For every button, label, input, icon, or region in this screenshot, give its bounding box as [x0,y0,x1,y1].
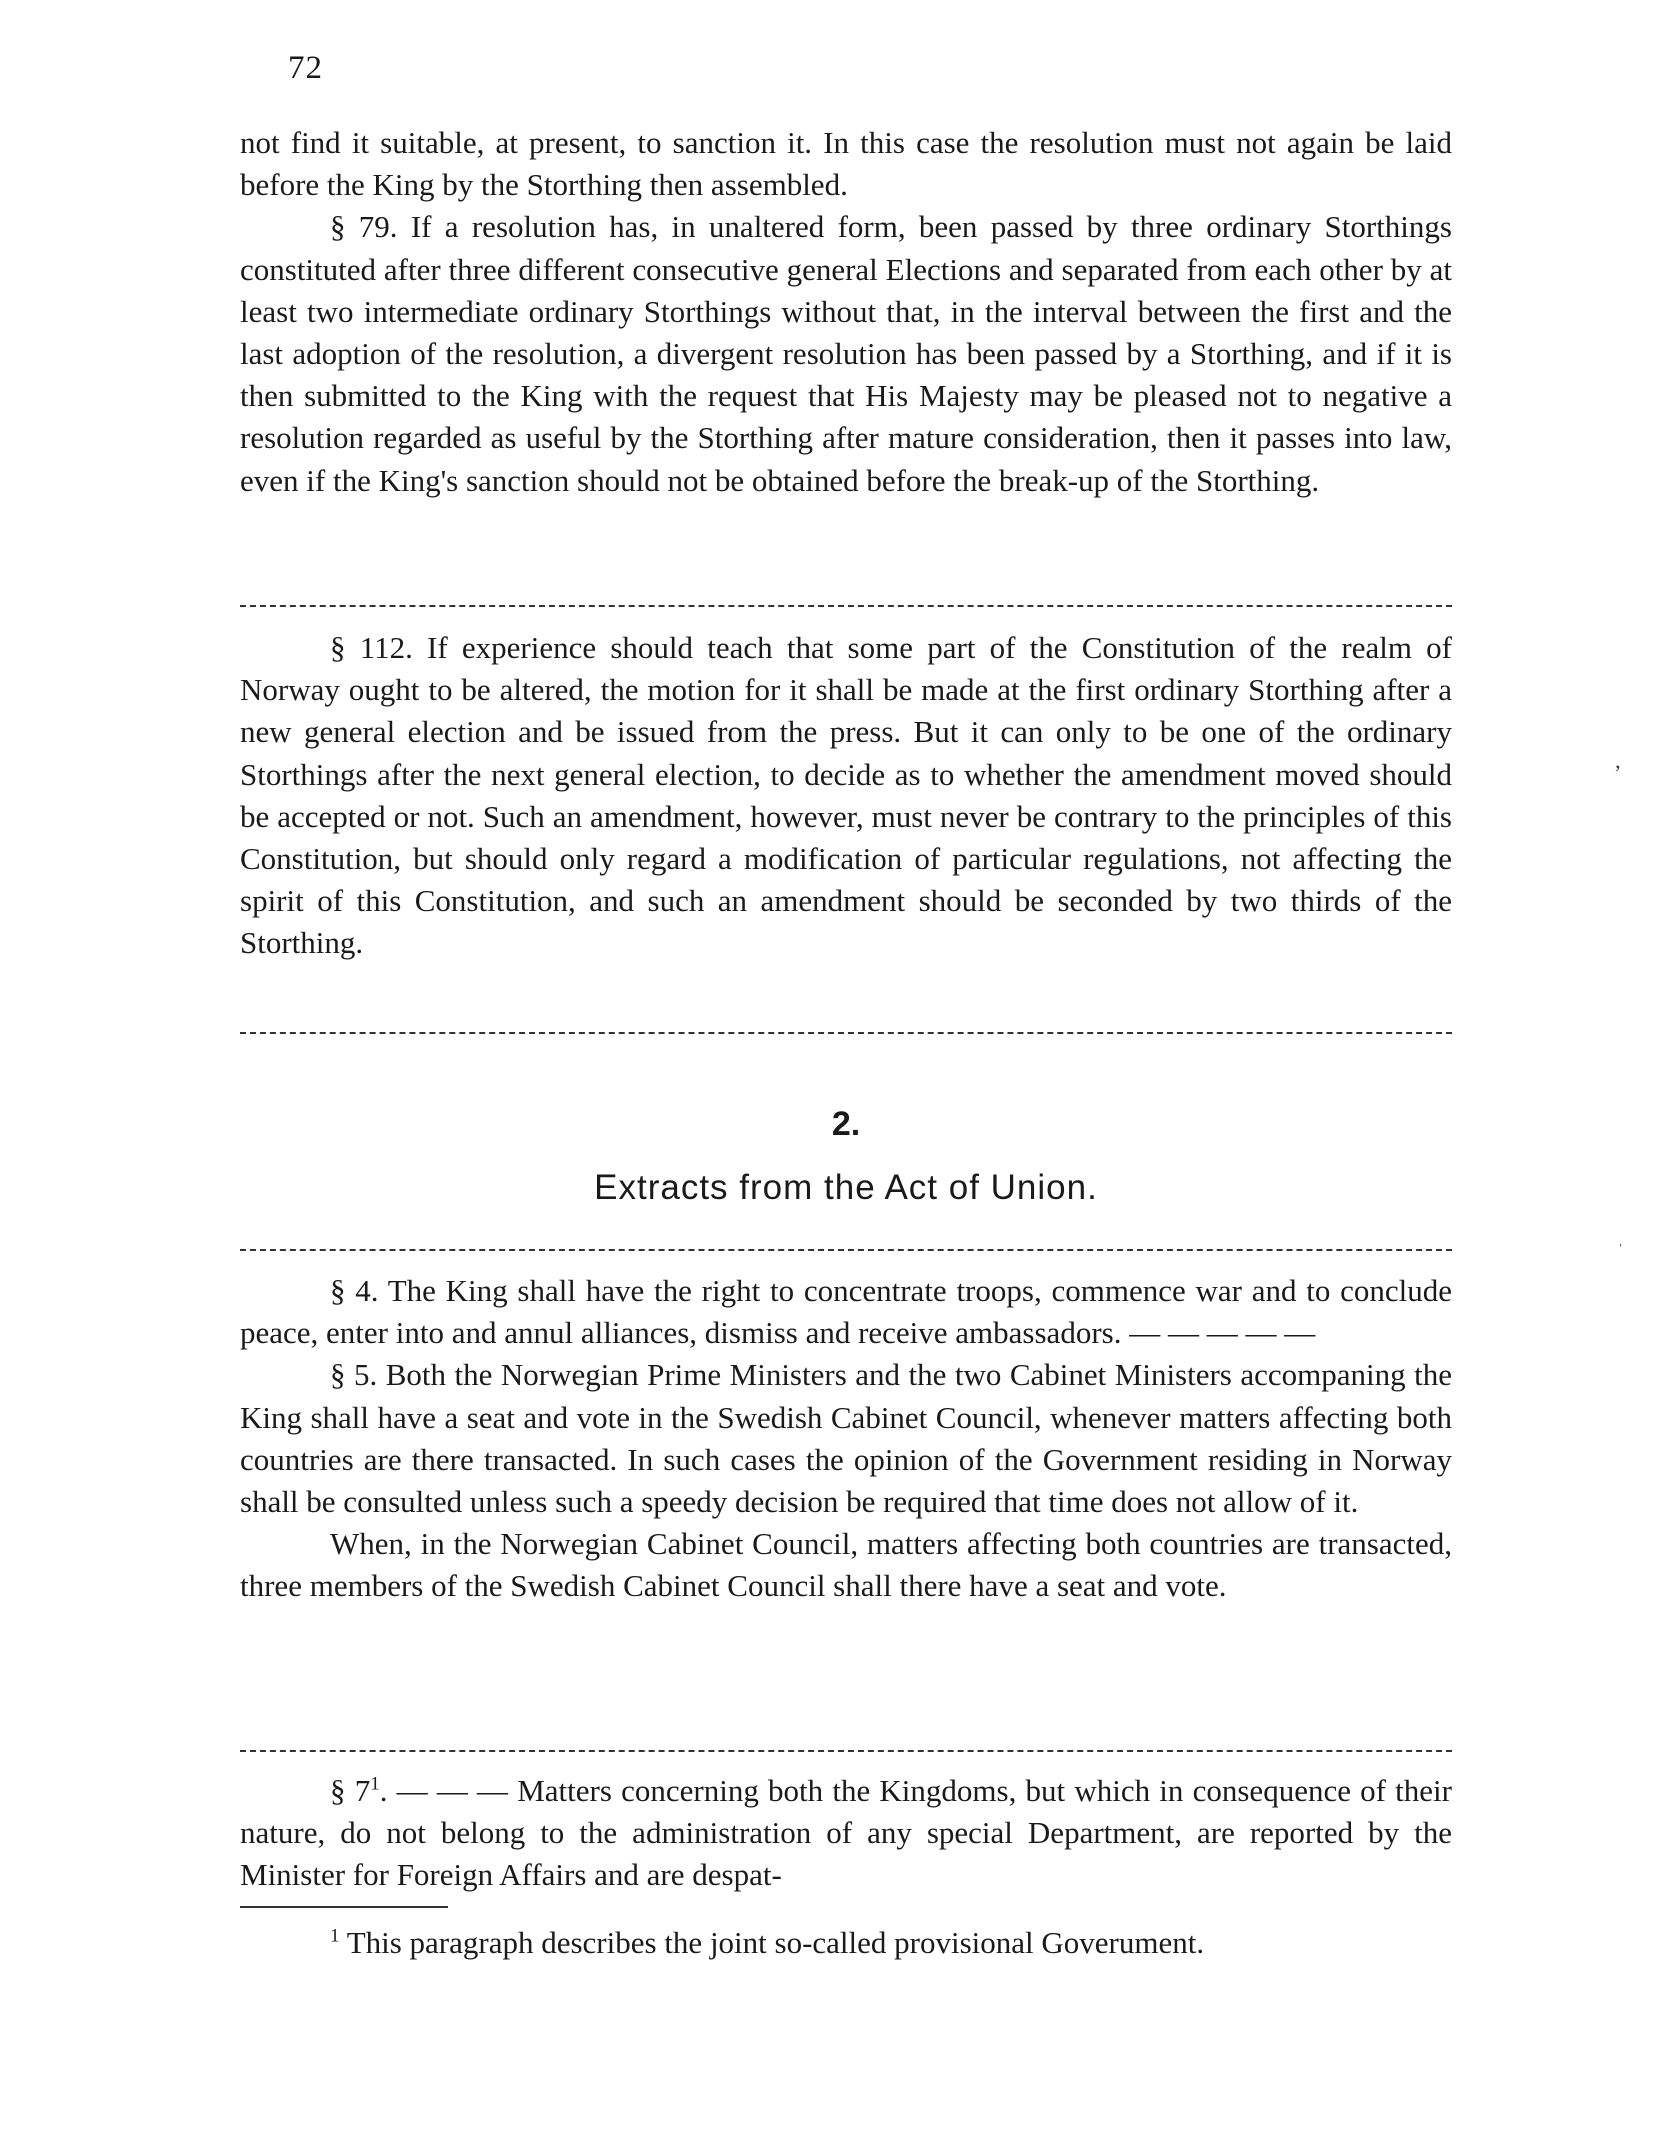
paragraph-section-112: § 112. If experience should teach that some part of the Constitution of the realm of Norway ought to be altered, the motion for it shall be made at the first ordinary Storthing after a new general election and be issued from the press. But it can only to be one of the ordinary Storthings after the next general election, to decide as to whether the amendment moved should be accepted or not. Such an amendment, however, must never be contrary to the principles of this Constitution, but should only regard a modification of particular regulations, not affecting the spirit of this Constitution, and such an amendment should be seconded by two thirds of the Storthing. [240,630,1452,961]
footnote-rule [240,1906,448,1908]
section-7-text: . — — — Matters concerning both the Kingdoms, but which in consequence of their nature, do not belong to the administration of any special Department, are reported by the Minister for Foreign Affairs and are despat- [240,1773,1452,1893]
section-number: 2. [831,1105,861,1143]
text-block-constitution-articles [240,122,1452,502]
margin-speck-icon: ˌ [1618,1230,1624,1247]
text-block-section-7 [240,1770,1452,1897]
paragraph-continuation: not find it suitable, at present, to sanction it. In this case the resolution must not again be laid before the King by the Storthing then assembled. [240,125,1452,203]
footnote-marker: 1 [330,1925,340,1947]
paragraph-section-5-continuation: When, in the Norwegian Cabinet Council, matters affecting both countries are transacted, three members of the Swedish Cabinet Council shall there have a seat and vote. [240,1526,1452,1604]
paragraph-section-79: § 79. If a resolution has, in unaltered form, been passed by three ordinary Storthings constituted after three different consecutive general Elections and separated from each other by at least two intermediate ordinary Storthings without that, in the interval between the first and the last adoption of the resolution, a divergent resolution has been passed by a Storthing, and if it is then submitted to the King with the request that His Majesty may be pleased not to negative a resolution regarded as useful by the Storthing after mature consideration, then it passes into law, even if the King's sanction should not be obtained before the break-up of the Storthing. [240,209,1452,498]
section-title: Extracts from the Act of Union. [594,1168,1098,1207]
page-number: 72 [288,50,323,86]
paragraph-section-5: § 5. Both the Norwegian Prime Ministers and the two Cabinet Ministers accompaning the King shall have a seat and vote in the Swedish Cabinet Council, whenever matters affecting both countries are there transacted. In such cases the opinion of the Government residing in Norway shall be consulted unless such a speedy decision be required that time does not allow of it. [240,1357,1452,1520]
dashed-separator-2 [240,1032,1452,1034]
dashed-separator-4 [240,1750,1452,1752]
text-block-act-of-union [240,1270,1452,1608]
dashed-separator-1 [240,605,1452,607]
section-7-label: § 7 [330,1773,371,1808]
paragraph-section-4: § 4. The King shall have the right to concentrate troops, commence war and to conclude peace, enter into and annul alliances, dismiss and receive ambassadors. — — — — — [240,1273,1452,1351]
dashed-separator-3 [240,1249,1452,1251]
margin-speck-icon: ’ [1614,760,1622,785]
footnote-reference: 1 [370,1773,380,1795]
text-block-section-112 [240,627,1452,965]
footnote-paragraph [240,1922,1452,1964]
paragraph-section-7 [240,1770,1452,1897]
footnote-text: This paragraph describes the joint so-called provisional Goverument. [339,1925,1205,1960]
footnote [240,1922,1452,1964]
